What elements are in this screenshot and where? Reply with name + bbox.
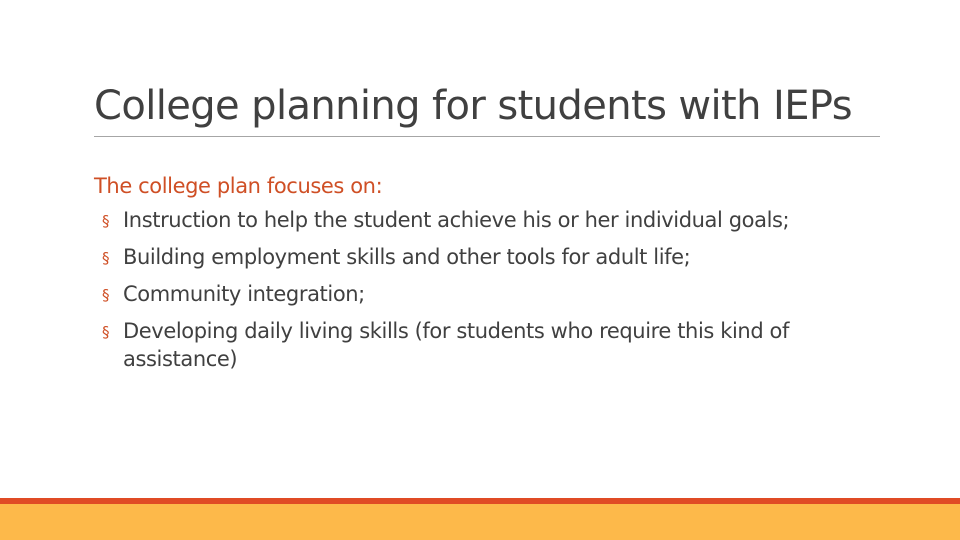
intro-text: The college plan focuses on: bbox=[94, 174, 383, 198]
bullet-text: Instruction to help the student achieve his or her individual goals; bbox=[123, 208, 790, 232]
section-bullet-icon: § bbox=[102, 286, 110, 304]
bullet-text: Building employment skills and other tools for adult life; bbox=[123, 245, 691, 269]
bullet-list bbox=[100, 206, 900, 382]
title-divider bbox=[94, 136, 880, 137]
list-item bbox=[100, 317, 883, 373]
section-bullet-icon: § bbox=[102, 212, 110, 230]
list-item bbox=[100, 280, 883, 308]
list-item bbox=[100, 206, 883, 234]
bullet-text: Developing daily living skills (for students who require this kind of assistance) bbox=[123, 319, 789, 371]
section-bullet-icon: § bbox=[102, 249, 110, 267]
section-bullet-icon: § bbox=[102, 323, 110, 341]
slide-title: College planning for students with IEPs bbox=[94, 83, 852, 129]
bullet-text: Community integration; bbox=[123, 282, 365, 306]
footer-band bbox=[0, 504, 960, 540]
list-item bbox=[100, 243, 883, 271]
